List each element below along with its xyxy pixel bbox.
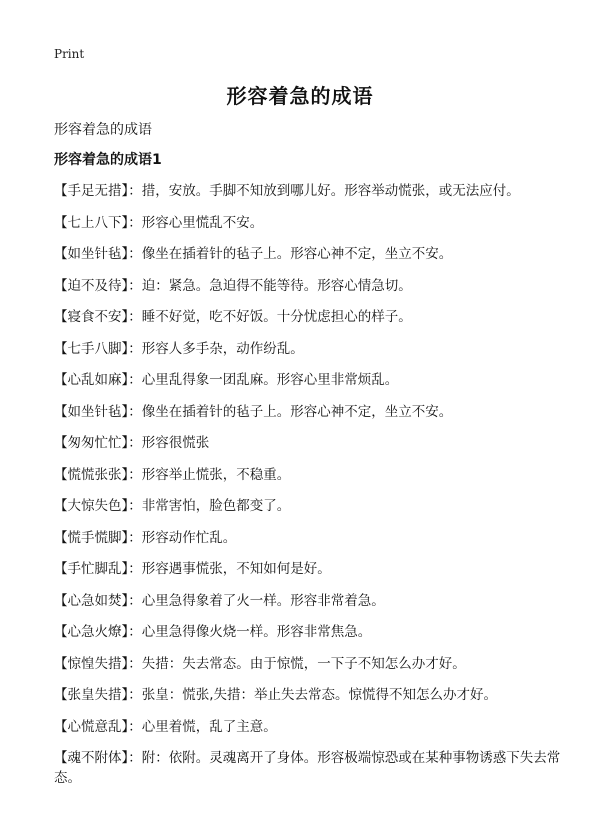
- idiom-term: 【惊惶失措】: [54, 655, 129, 672]
- idiom-entry: [54, 685, 564, 705]
- idiom-separator: ：: [128, 466, 142, 483]
- idiom-term: 【魂不附体】: [54, 750, 129, 766]
- idiom-term: 【寝食不安】: [54, 309, 129, 325]
- idiom-separator: ：: [128, 592, 142, 609]
- idiom-entry: [54, 654, 564, 674]
- idiom-entry: [54, 307, 564, 327]
- print-link[interactable]: Print: [54, 47, 85, 61]
- idiom-separator: ：: [128, 277, 142, 294]
- idiom-definition: 睡不好觉，吃不好饭。十分忧虑担心的样子。: [141, 309, 412, 325]
- idiom-separator: ：: [128, 750, 142, 766]
- idiom-term: 【慌慌张张】: [54, 466, 129, 483]
- idiom-definition: 形容举止慌张，不稳重。: [141, 466, 291, 483]
- idiom-entry: [54, 433, 564, 453]
- idiom-separator: ：: [128, 340, 142, 357]
- idiom-separator: ：: [128, 309, 142, 325]
- idiom-entry: [54, 622, 564, 642]
- idiom-term: 【七上八下】: [54, 214, 129, 231]
- page-subtitle: 形容着急的成语: [54, 122, 152, 138]
- idiom-separator: ：: [128, 183, 142, 199]
- idiom-entry: [54, 181, 564, 201]
- idiom-term: 【手足无措】: [54, 183, 129, 199]
- idiom-separator: ：: [128, 435, 142, 451]
- idiom-definition: 形容遇事慌张，不知如何是好。: [141, 561, 331, 577]
- idiom-definition: 心里急得像火烧一样。形容非常焦急。: [141, 624, 372, 640]
- idiom-entry: [54, 370, 564, 390]
- idiom-definition: 心里急得象着了火一样。形容非常着急。: [141, 592, 385, 609]
- idiom-entry: [54, 496, 564, 516]
- idiom-separator: ：: [128, 529, 142, 546]
- idiom-separator: ：: [128, 214, 142, 231]
- idiom-separator: ：: [128, 687, 142, 703]
- idiom-term: 【手忙脚乱】: [54, 561, 129, 577]
- idiom-definition: 心里着慌，乱了主意。: [141, 718, 277, 735]
- idiom-entry: [54, 559, 564, 579]
- idiom-term: 【心急火燎】: [54, 624, 129, 640]
- page-title: 形容着急的成语: [226, 84, 374, 108]
- idiom-term: 【心慌意乱】: [54, 718, 129, 735]
- idiom-separator: ：: [128, 372, 142, 388]
- idiom-definition: 措，安放。手脚不知放到哪儿好。形容举动慌张，或无法应付。: [141, 183, 520, 199]
- idiom-term: 【慌手慌脚】: [54, 529, 129, 546]
- idiom-entry: [54, 402, 564, 422]
- idiom-entry: [54, 717, 564, 737]
- idiom-definition: 形容动作忙乱。: [141, 529, 237, 546]
- idiom-separator: ：: [128, 246, 142, 262]
- idiom-definition: 形容很慌张: [141, 435, 210, 451]
- idiom-entry: [54, 244, 564, 264]
- idiom-term: 【如坐针毡】: [54, 403, 129, 420]
- idiom-definition: 形容心里慌乱不安。: [141, 214, 264, 231]
- idiom-separator: ：: [128, 498, 142, 514]
- idiom-entry: [54, 276, 564, 296]
- idiom-term: 【大惊失色】: [54, 498, 129, 514]
- idiom-definition: 像坐在插着针的毡子上。形容心神不定，坐立不安。: [141, 403, 453, 420]
- idiom-separator: ：: [128, 561, 142, 577]
- idiom-entry: [54, 465, 564, 485]
- idiom-definition: 附：依附。灵魂离开了身体。形容极端惊恐或在某种事物诱惑下失去常态。: [54, 750, 561, 786]
- idiom-term: 【匆匆忙忙】: [54, 435, 129, 451]
- idiom-definition: 像坐在插着针的毡子上。形容心神不定，坐立不安。: [141, 246, 453, 262]
- idiom-definition: 形容人多手杂，动作纷乱。: [141, 340, 304, 357]
- idiom-entry: [54, 528, 564, 548]
- idiom-definition: 张皇：慌张,失措：举止失去常态。惊慌得不知怎么办才好。: [141, 687, 498, 703]
- idiom-term: 【心急如焚】: [54, 592, 129, 609]
- idiom-definition: 失措：失去常态。由于惊慌，一下子不知怎么办才好。: [141, 655, 466, 672]
- idiom-definition: 心里乱得象一团乱麻。形容心里非常烦乱。: [141, 372, 399, 388]
- idiom-term: 【迫不及待】: [54, 277, 129, 294]
- idiom-separator: ：: [128, 655, 142, 672]
- idiom-entry: [54, 591, 564, 611]
- idiom-entry: [54, 213, 564, 233]
- idiom-term: 【七手八脚】: [54, 340, 129, 357]
- idiom-list: [54, 181, 564, 800]
- idiom-entry: [54, 339, 564, 359]
- idiom-separator: ：: [128, 403, 142, 420]
- section-heading: 形容着急的成语1: [54, 152, 162, 168]
- idiom-separator: ：: [128, 718, 142, 735]
- idiom-entry: [54, 748, 564, 788]
- idiom-separator: ：: [128, 624, 142, 640]
- idiom-term: 【心乱如麻】: [54, 372, 129, 388]
- idiom-definition: 迫：紧急。急迫得不能等待。形容心情急切。: [141, 277, 412, 294]
- idiom-definition: 非常害怕，脸色都变了。: [141, 498, 291, 514]
- idiom-term: 【张皇失措】: [54, 687, 129, 703]
- idiom-term: 【如坐针毡】: [54, 246, 129, 262]
